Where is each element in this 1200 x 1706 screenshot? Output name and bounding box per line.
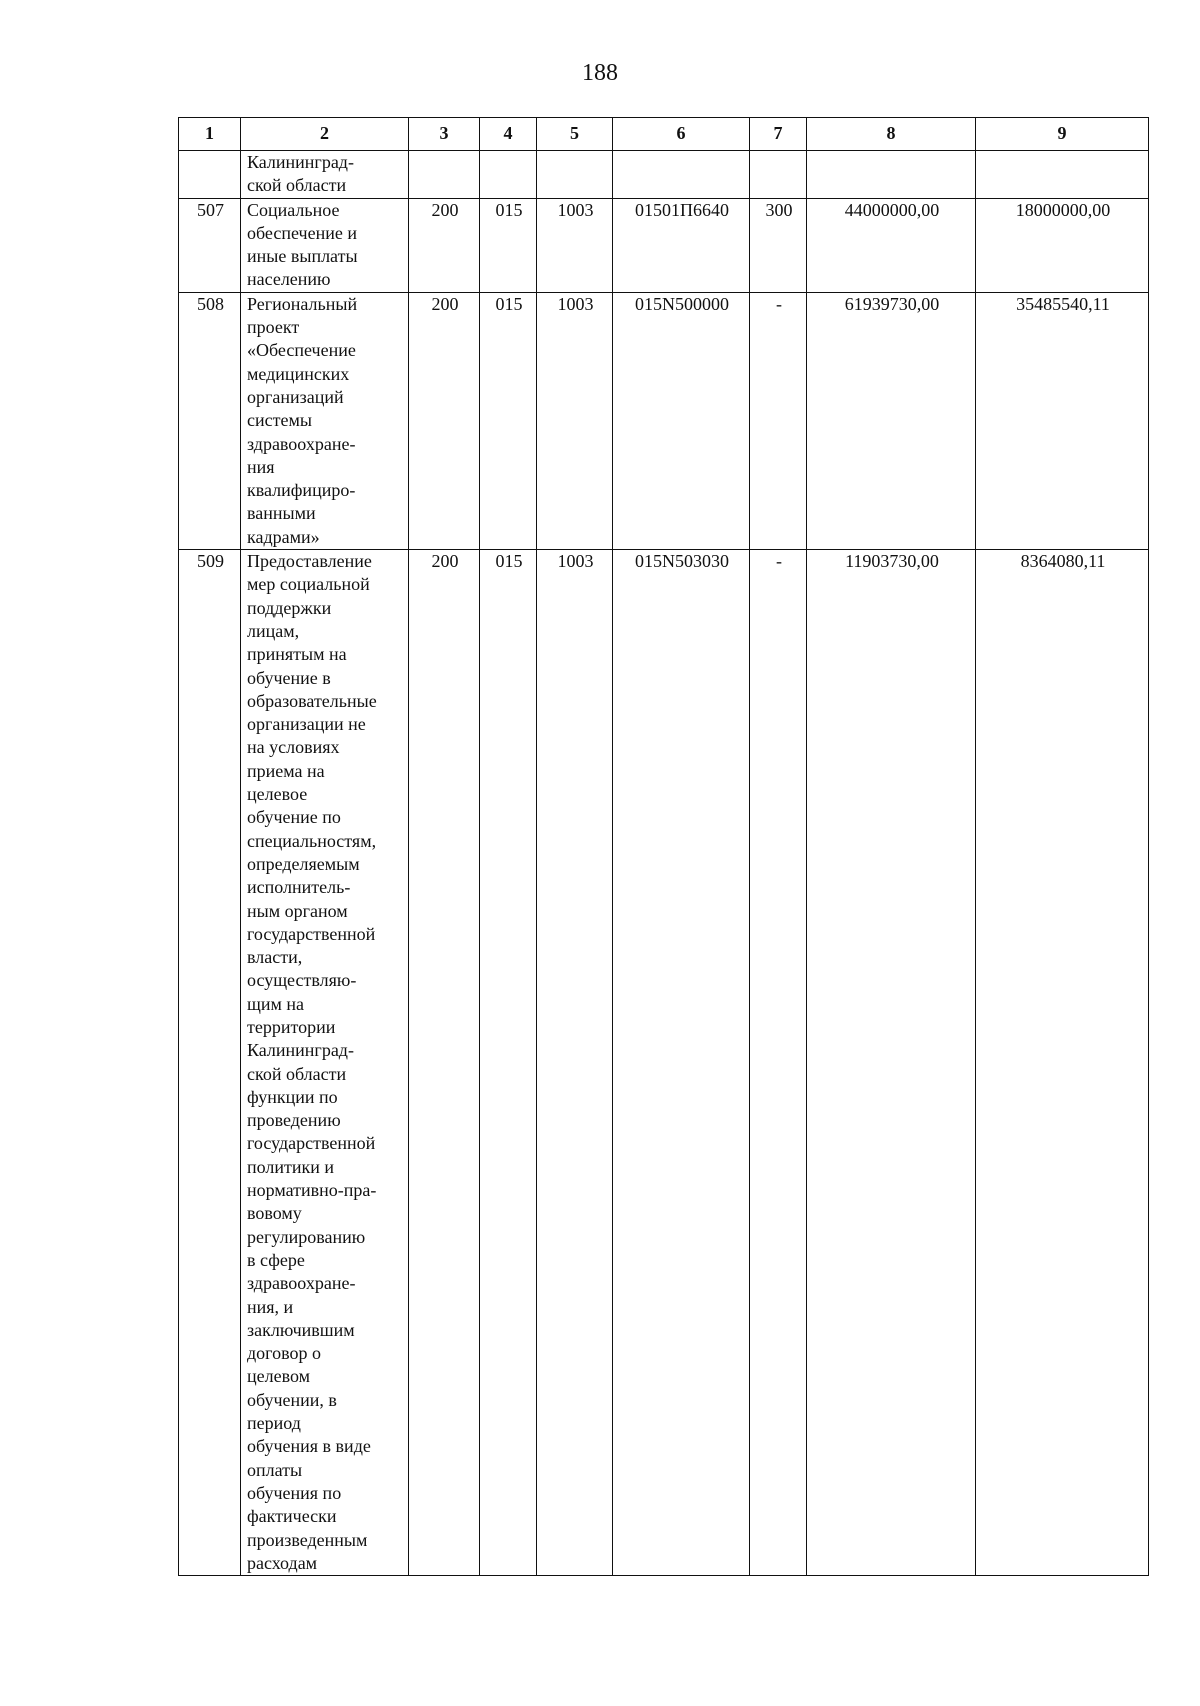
page-number: 188	[582, 60, 618, 86]
row-col6: 015N500000	[613, 292, 750, 549]
row-name: Предоставление мер социальной поддержки лицам, принятым на обучение в образовательные организации не на условиях приема на целевое обучение по специальностям, определяемым исполнитель- ным органом государственной власти, осуществляю- щим на территории Калининград- ской области функции по проведению государственной политики и нормативно-пра- вовому регулированию в сфере здравоохране- ния, и заключившим договор о целевом обучении, в период обучения в виде оплаты обучения по фактически произведенным расходам	[241, 550, 409, 1576]
table-row	[179, 151, 1149, 199]
table-header-row	[179, 118, 1149, 151]
column-header: 4	[480, 118, 537, 151]
row-col3: 200	[409, 198, 480, 292]
row-amount-1: 44000000,00	[807, 198, 976, 292]
row-amount-2: 18000000,00	[976, 198, 1149, 292]
row-name: Социальное обеспечение и иные выплаты населению	[241, 198, 409, 292]
row-col4	[480, 151, 537, 199]
row-col4: 015	[480, 198, 537, 292]
table-row	[179, 550, 1149, 1576]
budget-table	[178, 117, 1149, 1576]
row-amount-1: 61939730,00	[807, 292, 976, 549]
row-col7: 300	[750, 198, 807, 292]
row-col5	[537, 151, 613, 199]
row-col3	[409, 151, 480, 199]
row-col7	[750, 151, 807, 199]
column-header: 3	[409, 118, 480, 151]
row-number: 507	[179, 198, 241, 292]
row-col5: 1003	[537, 292, 613, 549]
row-col3: 200	[409, 550, 480, 1576]
row-name: Калининград- ской области	[241, 151, 409, 199]
row-col4: 015	[480, 550, 537, 1576]
row-col5: 1003	[537, 198, 613, 292]
row-col7: -	[750, 550, 807, 1576]
row-amount-2	[976, 151, 1149, 199]
row-amount-2: 35485540,11	[976, 292, 1149, 549]
row-col4: 015	[480, 292, 537, 549]
row-amount-2: 8364080,11	[976, 550, 1149, 1576]
row-col6	[613, 151, 750, 199]
row-number: 508	[179, 292, 241, 549]
column-header: 2	[241, 118, 409, 151]
row-col6: 01501П6640	[613, 198, 750, 292]
row-col7: -	[750, 292, 807, 549]
row-number	[179, 151, 241, 199]
row-number: 509	[179, 550, 241, 1576]
column-header: 1	[179, 118, 241, 151]
row-amount-1	[807, 151, 976, 199]
column-header: 6	[613, 118, 750, 151]
row-col3: 200	[409, 292, 480, 549]
column-header: 7	[750, 118, 807, 151]
column-header: 9	[976, 118, 1149, 151]
row-col5: 1003	[537, 550, 613, 1576]
row-amount-1: 11903730,00	[807, 550, 976, 1576]
column-header: 5	[537, 118, 613, 151]
table-row	[179, 198, 1149, 292]
column-header: 8	[807, 118, 976, 151]
row-name: Региональный проект «Обеспечение медицинских организаций системы здравоохране- ния квалифициро- ванными кадрами»	[241, 292, 409, 549]
table-row	[179, 292, 1149, 549]
row-col6: 015N503030	[613, 550, 750, 1576]
